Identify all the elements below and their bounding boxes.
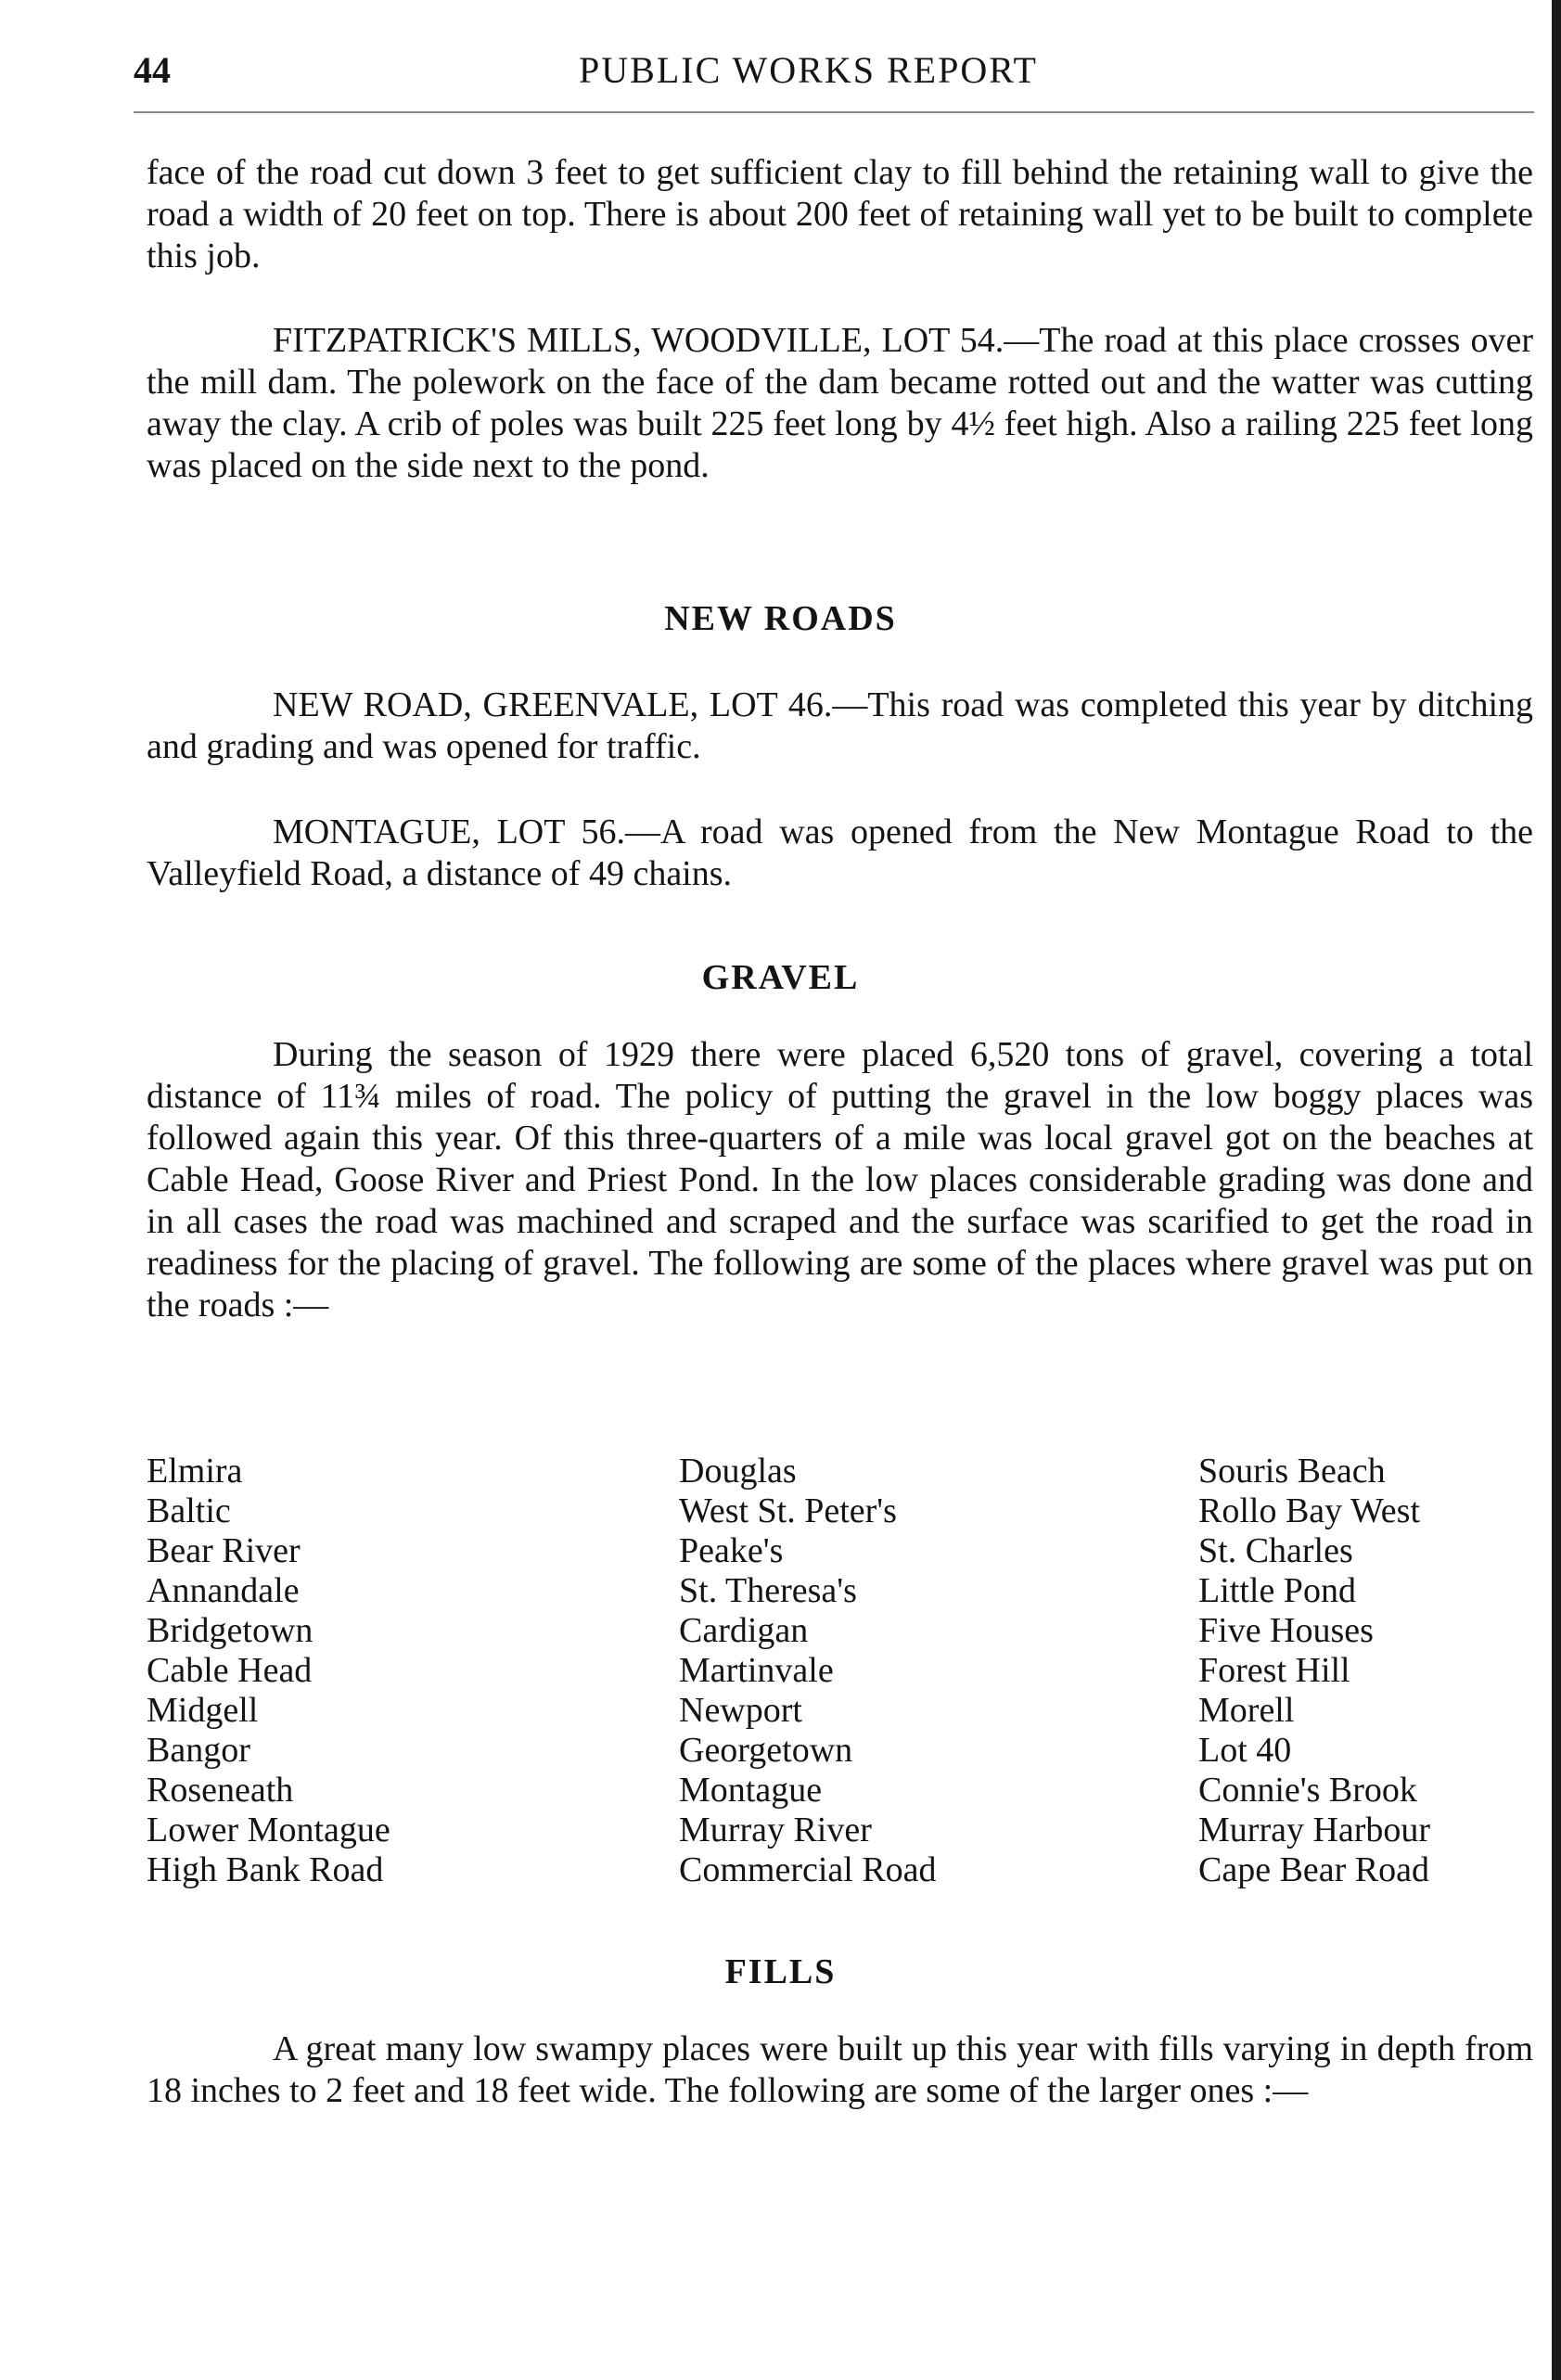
list-item: Lot 40 [1198, 1731, 1292, 1770]
heading-fills: FILLS [724, 1952, 837, 1991]
list-item: Douglas [679, 1452, 797, 1491]
places-column-2 [679, 1452, 937, 1890]
header-rule [134, 111, 1534, 113]
list-item: Morell [1198, 1691, 1295, 1730]
paragraph-gravel-season: During the season of 1929 there were placed 6,520 tons of gravel, covering a total distance of 11¾ miles of road. The policy of putting the gravel in the low boggy places was followed again this year. Of this three-quarters of a mile was local gravel got on the beaches at Cable Head, Goose River and Priest Pond. In the low places considerable grading was done and in all cases the road was machined and scraped and the surface was scarified to get the road in readiness for the placing of gravel. The following are some of the places where gravel was put on the roads :— [147, 1035, 1533, 1324]
list-item: Roseneath [147, 1771, 294, 1810]
list-item: Martinvale [679, 1651, 834, 1690]
list-item: Cable Head [147, 1651, 313, 1690]
list-item: Murray River [679, 1811, 872, 1849]
paragraph-retaining-wall: face of the road cut down 3 feet to get sufficient clay to fill behind the retaining wall to give the road a width of 20 feet on top. There is about 200 feet of retaining wall yet to be built to complete this job. [147, 153, 1533, 275]
list-item: Annandale [147, 1571, 300, 1610]
list-item: High Bank Road [147, 1850, 384, 1889]
gravel-places-list [147, 1452, 1538, 1897]
list-item: Souris Beach [1198, 1452, 1386, 1491]
list-item: Forest Hill [1198, 1651, 1350, 1690]
paragraph-new-road-greenvale: NEW ROAD, GREENVALE, LOT 46.—This road was completed this year by ditching and grading and was opened for traffic. [147, 685, 1533, 766]
list-item: Cape Bear Road [1198, 1850, 1430, 1889]
list-item: Cardigan [679, 1611, 809, 1650]
list-item: St. Charles [1198, 1531, 1353, 1570]
page-number: 44 [134, 49, 171, 91]
list-item: St. Theresa's [679, 1571, 857, 1610]
list-item: Georgetown [679, 1731, 853, 1770]
list-item: Rollo Bay West [1198, 1491, 1421, 1530]
running-title: PUBLIC WORKS REPORT [579, 49, 1038, 91]
list-item: Bangor [147, 1731, 250, 1770]
list-item: Five Houses [1198, 1611, 1374, 1650]
list-item: Murray Harbour [1198, 1811, 1431, 1849]
list-item: Peake's [679, 1531, 784, 1570]
scan-edge-shadow [1552, 0, 1561, 2380]
paragraph-montague-lot-56: MONTAGUE, LOT 56.—A road was opened from the New Montague Road to the Valleyfield Road, a distance of 49 chains. [147, 813, 1533, 893]
list-item: Connie's Brook [1198, 1771, 1417, 1810]
list-item: Bear River [147, 1531, 301, 1570]
list-item: Montague [679, 1771, 823, 1810]
page-header [134, 48, 1534, 104]
paragraph-fitzpatricks-mills: FITZPATRICK'S MILLS, WOODVILLE, LOT 54.—The road at this place crosses over the mill dam. The polework on the face of the dam became rotted out and the watter was cutting away the clay. A crib of poles was built 225 feet long by 4½ feet high. Also a railing 225 feet long was placed on the side next to the pond. [147, 321, 1533, 485]
paragraph-fills: A great many low swampy places were built up this year with fills varying in depth from 18 inches to 2 feet and 18 feet wide. The following are some of the larger ones :— [147, 2029, 1533, 2110]
list-item: Commercial Road [679, 1850, 937, 1889]
list-item: West St. Peter's [679, 1491, 897, 1530]
heading-gravel: GRAVEL [701, 958, 860, 997]
list-item: Little Pond [1198, 1571, 1356, 1610]
places-column-1 [147, 1452, 390, 1890]
heading-new-roads: NEW ROADS [664, 599, 897, 638]
list-item: Baltic [147, 1491, 231, 1530]
list-item: Newport [679, 1691, 802, 1730]
places-column-3 [1198, 1452, 1430, 1890]
list-item: Bridgetown [147, 1611, 313, 1650]
list-item: Elmira [147, 1452, 243, 1491]
list-item: Midgell [147, 1691, 259, 1730]
list-item: Lower Montague [147, 1811, 390, 1849]
